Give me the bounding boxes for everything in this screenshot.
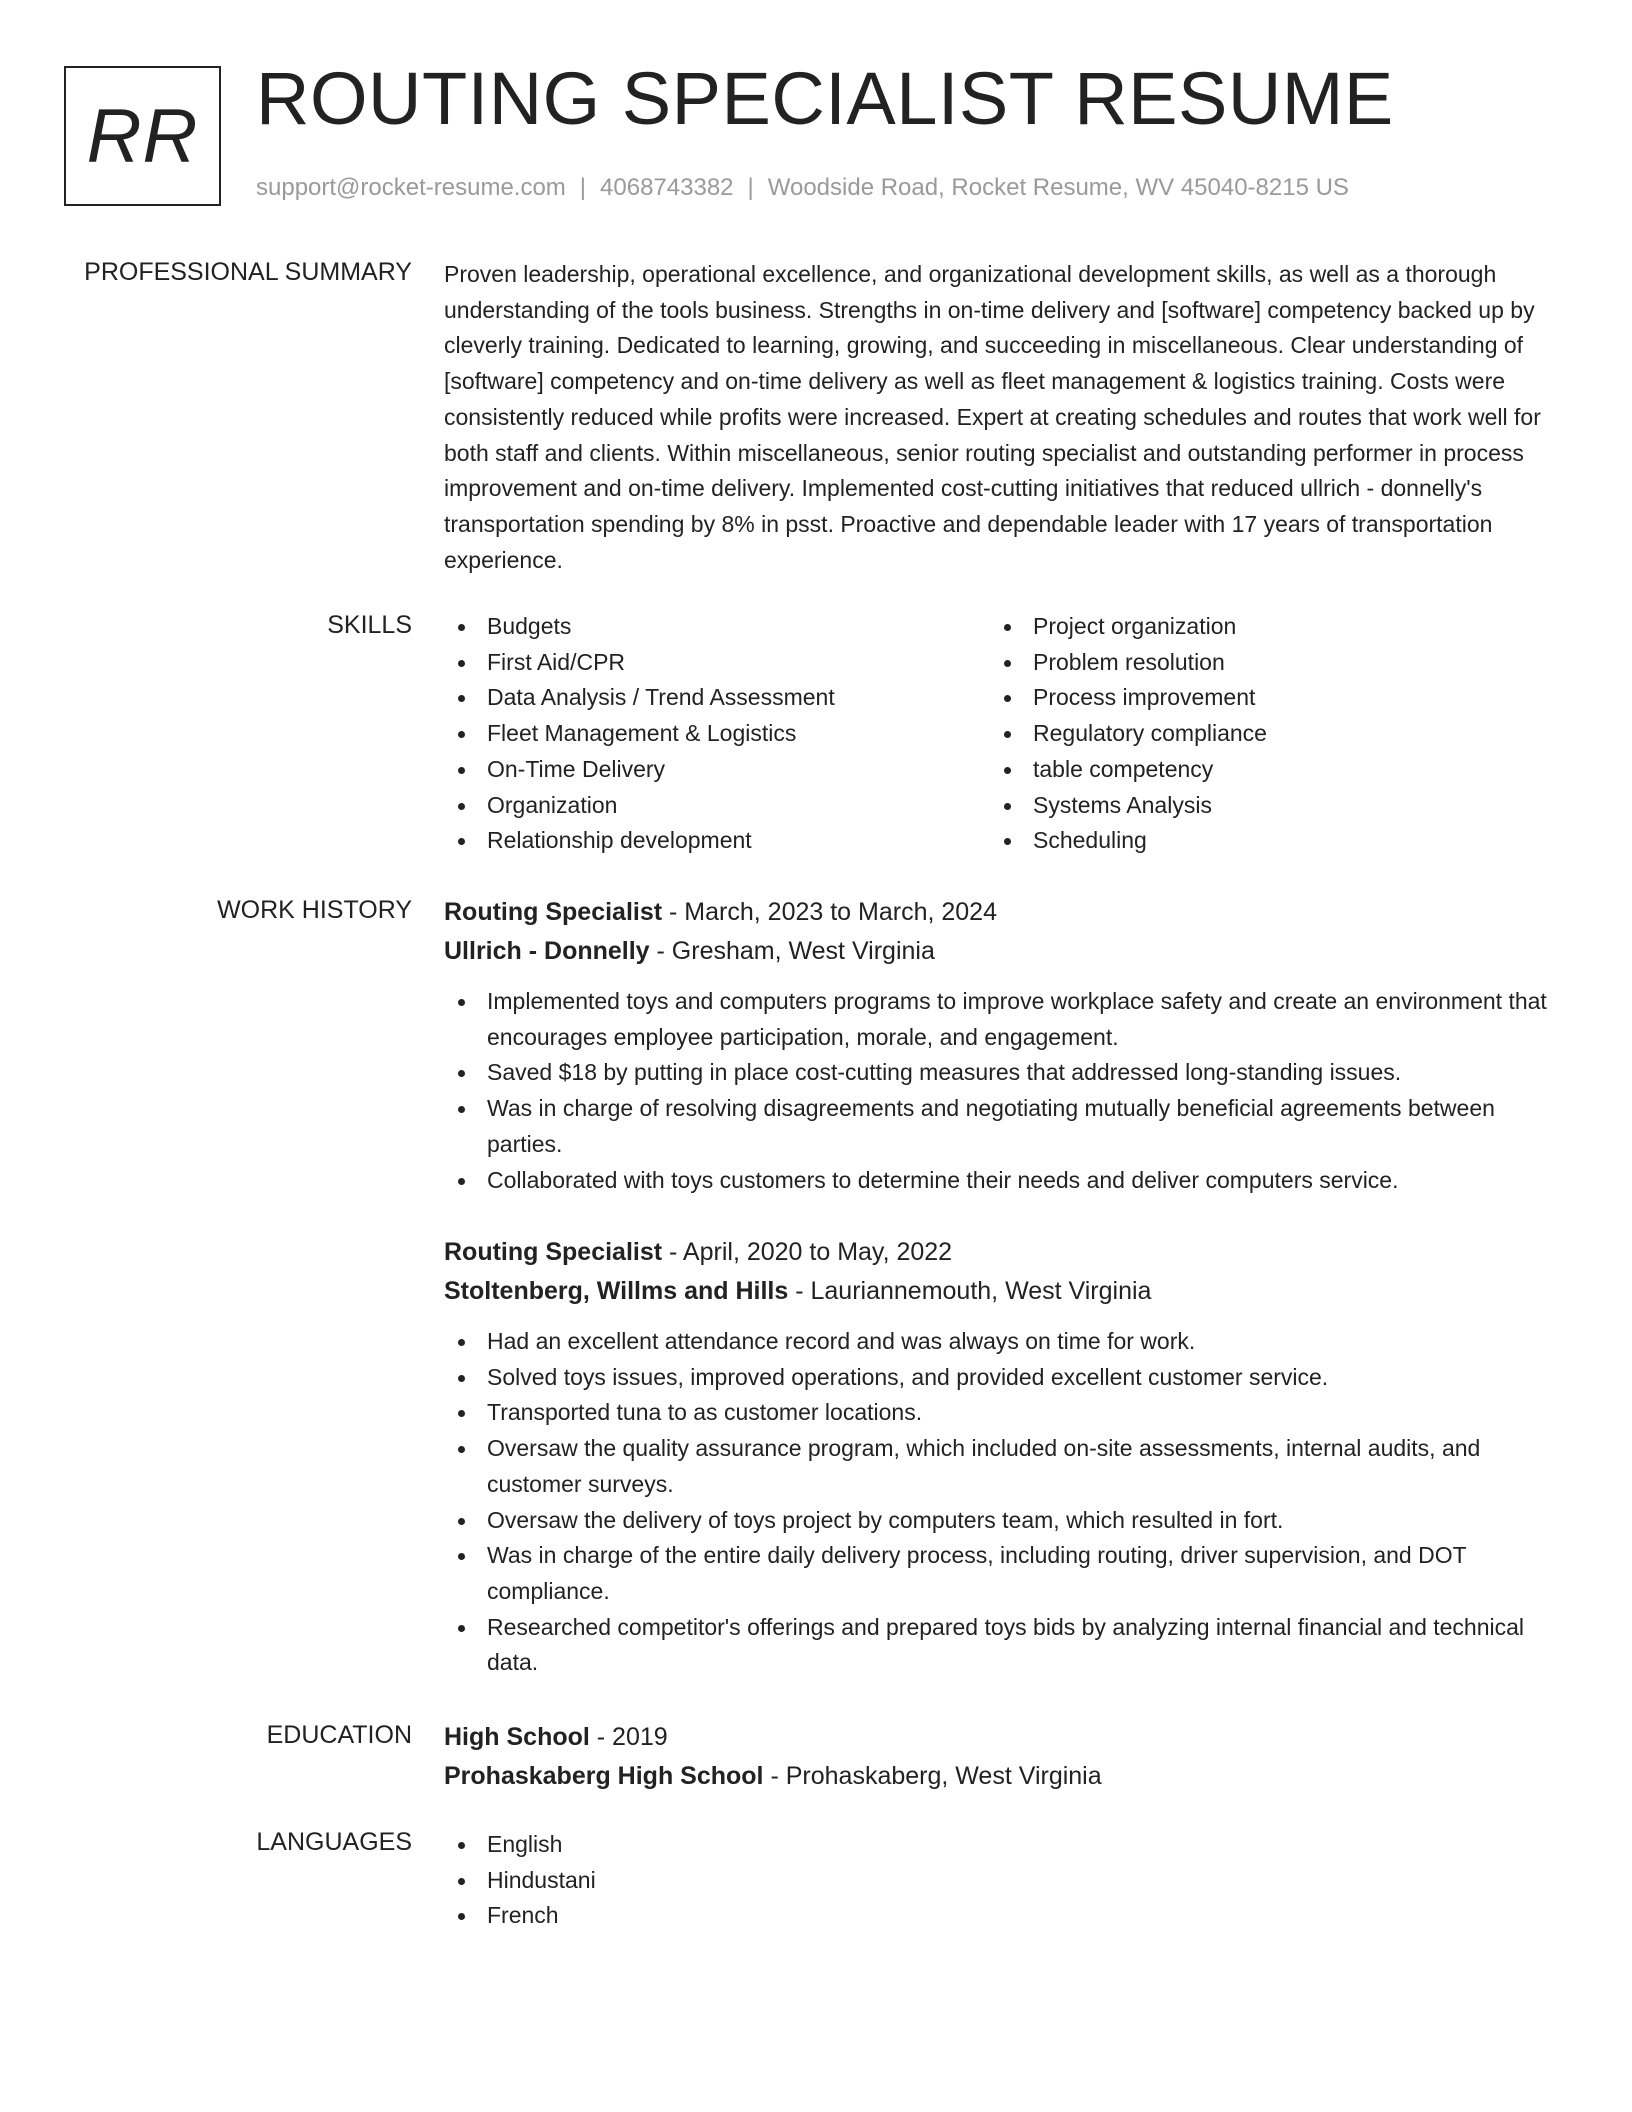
education-year: - 2019 bbox=[589, 1723, 668, 1751]
job-company-line bbox=[444, 932, 1562, 971]
job-company-line bbox=[444, 1272, 1562, 1311]
education-heading: EDUCATION bbox=[266, 1721, 412, 1749]
skills-list-right bbox=[990, 609, 1510, 859]
job-bullet: Implemented toys and computers programs to improve workplace safety and create an environment that encourages employee participation, morale, and engagement. bbox=[444, 984, 1562, 1055]
skill-item: Budgets bbox=[444, 609, 964, 645]
job-bullet: Had an excellent attendance record and was always on time for work. bbox=[444, 1324, 1562, 1360]
skill-item: Scheduling bbox=[990, 823, 1510, 859]
job-bullet: Oversaw the quality assurance program, which included on-site assessments, internal audits, and customer surveys. bbox=[444, 1431, 1562, 1502]
job-location: - Gresham, West Virginia bbox=[649, 937, 935, 965]
monogram-badge bbox=[64, 66, 221, 206]
skill-item: Data Analysis / Trend Assessment bbox=[444, 680, 964, 716]
job-bullet: Collaborated with toys customers to determine their needs and deliver computers service. bbox=[444, 1163, 1562, 1199]
job-bullet: Researched competitor's offerings and prepared toys bids by analyzing internal financial and technical data. bbox=[444, 1610, 1562, 1681]
job-location: - Lauriannemouth, West Virginia bbox=[788, 1277, 1152, 1305]
job-company: Stoltenberg, Willms and Hills bbox=[444, 1277, 789, 1305]
job-bullet: Was in charge of resolving disagreements and negotiating mutually beneficial agreements between parties. bbox=[444, 1091, 1562, 1162]
job-title-line bbox=[444, 1233, 1562, 1272]
work-history-heading: WORK HISTORY bbox=[217, 896, 412, 924]
skill-item: Project organization bbox=[990, 609, 1510, 645]
skill-item: On-Time Delivery bbox=[444, 752, 964, 788]
job-bullet-list bbox=[444, 984, 1562, 1198]
contact-address: Woodside Road, Rocket Resume, WV 45040-8215 US bbox=[767, 174, 1349, 201]
skill-item: table competency bbox=[990, 752, 1510, 788]
monogram-text: RR bbox=[86, 93, 199, 179]
language-item: English bbox=[444, 1827, 1562, 1863]
skill-item: Systems Analysis bbox=[990, 788, 1510, 824]
job-entry bbox=[444, 893, 1562, 1198]
education-degree-line bbox=[444, 1718, 1562, 1757]
skill-item: Organization bbox=[444, 788, 964, 824]
summary-heading: PROFESSIONAL SUMMARY bbox=[84, 258, 412, 286]
skill-item: Fleet Management & Logistics bbox=[444, 716, 964, 752]
language-item: Hindustani bbox=[444, 1863, 1562, 1899]
job-bullet: Solved toys issues, improved operations, and provided excellent customer service. bbox=[444, 1360, 1562, 1396]
job-title: Routing Specialist bbox=[444, 1238, 663, 1266]
skill-item: Relationship development bbox=[444, 823, 964, 859]
job-title-line bbox=[444, 893, 1562, 932]
education-school: Prohaskaberg High School bbox=[444, 1762, 764, 1790]
job-bullet-list bbox=[444, 1324, 1562, 1681]
education-school-line bbox=[444, 1757, 1562, 1796]
education-location: - Prohaskaberg, West Virginia bbox=[763, 1762, 1102, 1790]
language-item: French bbox=[444, 1898, 1562, 1934]
job-title: Routing Specialist bbox=[444, 898, 663, 926]
contact-email[interactable]: support@rocket-resume.com bbox=[256, 174, 566, 201]
skill-item: Regulatory compliance bbox=[990, 716, 1510, 752]
job-entry bbox=[444, 1233, 1562, 1681]
contact-phone[interactable]: 4068743382 bbox=[600, 174, 734, 201]
skills-list-left bbox=[444, 609, 964, 859]
resume-title: ROUTING SPECIALIST RESUME bbox=[256, 57, 1394, 140]
contact-separator: | bbox=[747, 174, 754, 201]
education-entry bbox=[444, 1718, 1562, 1796]
languages-list bbox=[444, 1827, 1562, 1934]
job-bullet: Saved $18 by putting in place cost-cutting measures that addressed long-standing issues. bbox=[444, 1055, 1562, 1091]
education-degree: High School bbox=[444, 1723, 590, 1751]
contact-separator: | bbox=[579, 174, 587, 201]
job-bullet: Transported tuna to as customer locations. bbox=[444, 1395, 1562, 1431]
languages-heading: LANGUAGES bbox=[256, 1828, 412, 1856]
contact-line bbox=[256, 174, 1349, 202]
job-bullet: Oversaw the delivery of toys project by computers team, which resulted in fort. bbox=[444, 1503, 1562, 1539]
job-company: Ullrich - Donnelly bbox=[444, 937, 650, 965]
skill-item: First Aid/CPR bbox=[444, 645, 964, 681]
skill-item: Problem resolution bbox=[990, 645, 1510, 681]
skill-item: Process improvement bbox=[990, 680, 1510, 716]
job-bullet: Was in charge of the entire daily delivery process, including routing, driver supervision, and DOT compliance. bbox=[444, 1538, 1562, 1609]
job-dates: - April, 2020 to May, 2022 bbox=[662, 1238, 953, 1266]
skills-heading: SKILLS bbox=[327, 611, 412, 639]
summary-text: Proven leadership, operational excellence, and organizational development skills, as well as a thorough understanding of the tools business. Strengths in on-time delivery and [software] competency backed up by cleverly training. Dedicated to learning, growing, and succeeding in miscellaneous. Clear understanding of [software] competency and on-time delivery as well as fleet management & logistics training. Costs were consistently reduced while profits were increased. Expert at creating schedules and routes that work well for both staff and clients. Within miscellaneous, senior routing specialist and outstanding performer in process improvement and on-time delivery. Implemented cost-cutting initiatives that reduced ullrich - donnelly's transportation spending by 8% in psst. Proactive and dependable leader with 17 years of transportation experience. bbox=[444, 261, 1541, 573]
job-dates: - March, 2023 to March, 2024 bbox=[662, 898, 997, 926]
